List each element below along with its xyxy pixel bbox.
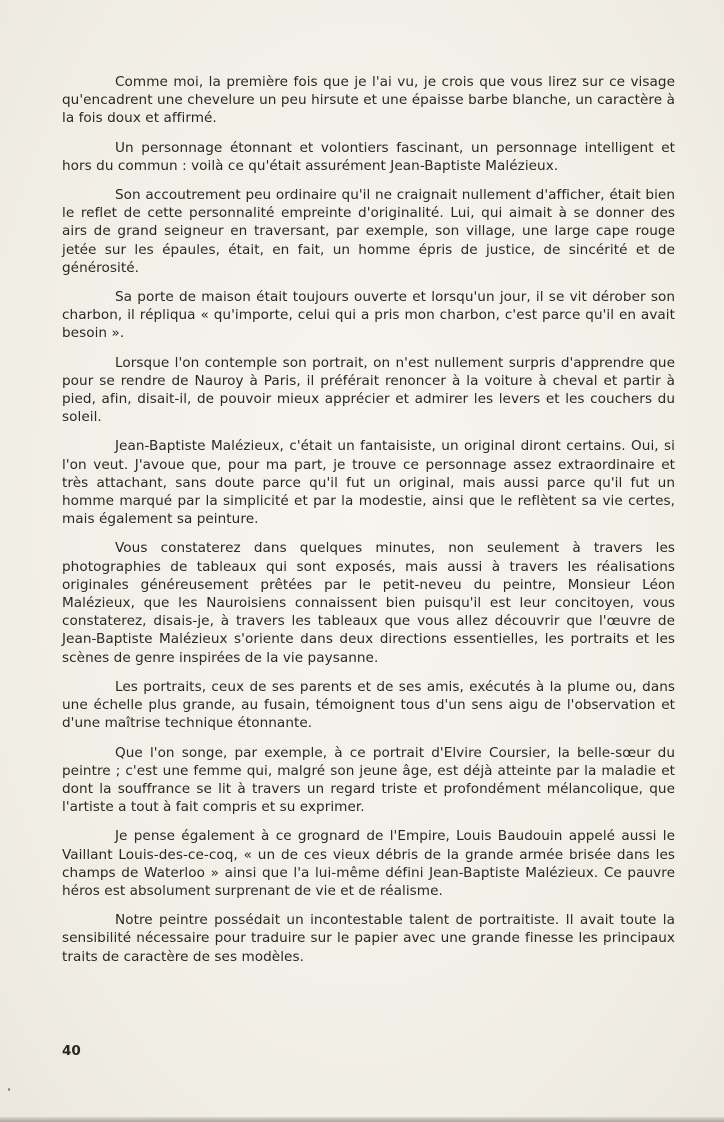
scan-bottom-edge [0, 1117, 724, 1122]
paragraph-3: Son accoutrement peu ordinaire qu'il ne craignait nullement d'afficher, était bien le reflet de cette personnalité empreinte d'originalité. Lui, qui aimait à se donner des airs de grand seigneur en traversant, par exemple, son village, une large cape rouge jetée sur les épaules, était, en fait, un homme épris de justice, de sincérité et de générosité. [62, 187, 675, 276]
paragraph-10: Je pense également à ce grognard de l'Empire, Louis Baudouin appelé aussi le Vaillant Louis-des-ce-coq, « un de ces vieux débris de la grande armée brisée dans les champs de Waterloo » ainsi que l'a lui-même défini Jean-Baptiste Malézieux. Ce pauvre héros est absolument surprenant de vie et de réalisme. [62, 828, 675, 899]
paragraph-9: Que l'on songe, par exemple, à ce portrait d'Elvire Coursier, la belle-sœur du peintre ; c'est une femme qui, malgré son jeune âge, est déjà atteinte par la maladie et dont la souffrance se lit à travers un regard triste et profondément mélancolique, que l'artiste a tout à fait compris et su exprimer. [62, 744, 675, 816]
paragraph-2: Un personnage étonnant et volontiers fascinant, un personnage intelligent et hors du commun : voilà ce qu'était assurément Jean-Baptiste Malézieux. [62, 139, 675, 174]
paragraph-11: Notre peintre possédait un incontestable talent de portraitiste. Il avait toute la sensibilité nécessaire pour traduire sur le papier avec une grande finesse les principaux traits de caractère de ses modèles. [62, 912, 675, 965]
paragraph-4: Sa porte de maison était toujours ouverte et lorsqu'un jour, il se vit dérober son charbon, il répliqua « qu'importe, celui qui a pris mon charbon, c'est parce qu'il en avait besoin ». [62, 289, 675, 342]
scan-speck [8, 1088, 10, 1091]
page-number: 40 [62, 1043, 81, 1059]
paragraph-6: Jean-Baptiste Malézieux, c'était un fantaisiste, un original diront certains. Oui, si l'on veut. J'avoue que, pour ma part, je trouve ce personnage assez extraordinaire et très attachant, sans doute parce qu'il fut un original, mais aussi parce qu'il fut un homme marqué par la simplicité et par la modestie, ainsi que le reflètent sa vie certes, mais également sa peinture. [62, 438, 675, 528]
body-text [62, 73, 675, 977]
paragraph-7: Vous constaterez dans quelques minutes, non seulement à travers les photographies de tableaux qui sont exposés, mais aussi à travers les réalisations originales généreusement prêtées par le petit-neveu du peintre, Monsieur Léon Malézieux, que les Nauroisiens connaissent bien puisqu'il est leur concitoyen, vous constaterez, disais-je, à travers les tableaux que vous allez découvrir que l'œuvre de Jean-Baptiste Malézieux s'oriente dans deux directions essentielles, les portraits et les scènes de genre inspirées de la vie paysanne. [62, 540, 675, 666]
paragraph-8: Les portraits, ceux de ses parents et de ses amis, exécutés à la plume ou, dans une échelle plus grande, au fusain, témoignent tous d'un sens aigu de l'observation et d'une maîtrise technique étonnante. [62, 678, 675, 732]
paragraph-5: Lorsque l'on contemple son portrait, on n'est nullement surpris d'apprendre que pour se rendre de Nauroy à Paris, il préférait renoncer à la voiture à cheval et partir à pied, afin, disait-il, de pouvoir mieux apprécier et admirer les levers et les couchers du soleil. [62, 354, 675, 426]
paragraph-1: Comme moi, la première fois que je l'ai vu, je crois que vous lirez sur ce visage qu'encadrent une chevelure un peu hirsute et une épaisse barbe blanche, un caractère à la fois doux et affirmé. [62, 74, 675, 127]
